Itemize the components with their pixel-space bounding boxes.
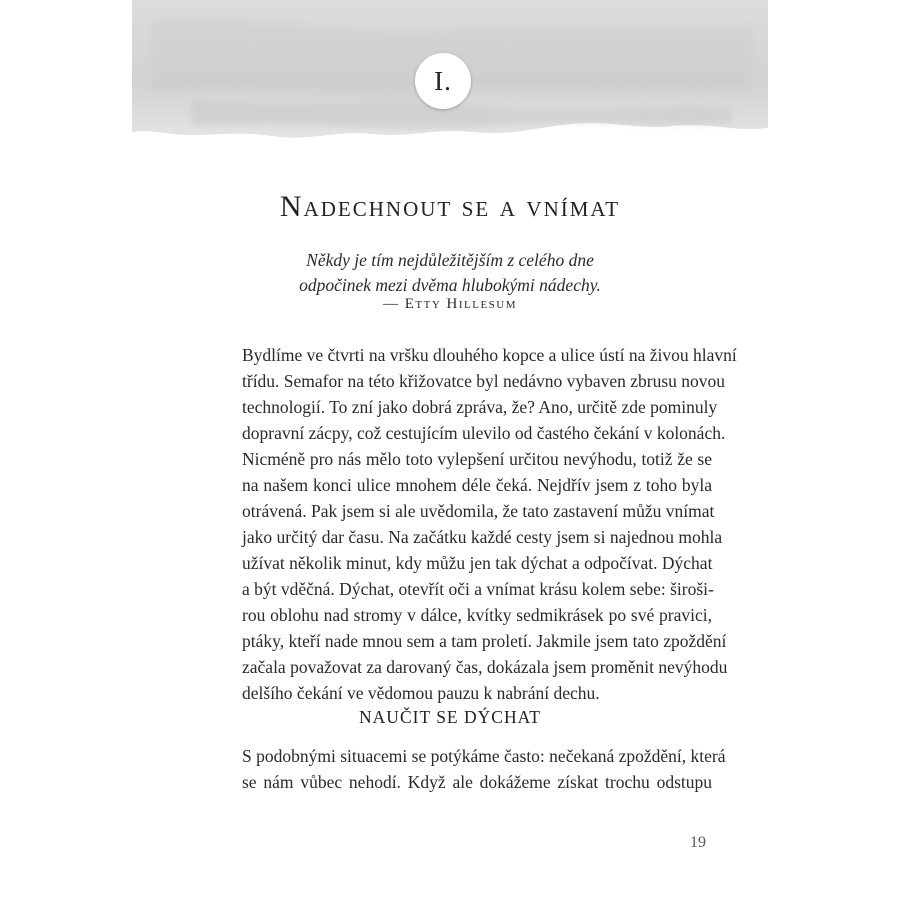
text-line: S podobnými situacemi se potýkáme často: nečekaná zpoždění, která <box>242 746 726 766</box>
page-number: 19 <box>690 834 706 851</box>
text-line: třídu. Semafor na této křižovatce byl nedávno vybaven zbrusu novou <box>242 371 726 391</box>
text-line: Bydlíme ve čtvrti na vršku dlouhého kopce a ulice ústí na živou hlavní <box>242 345 737 365</box>
text-line: Nicméně pro nás mělo toto vylepšení určitou nevýhodu, totiž že se <box>242 449 712 469</box>
text-line: technologií. To zní jako dobrá zpráva, že? Ano, určitě zde pominuly <box>242 397 718 417</box>
text-line: delšího čekání ve vědomou pauzu k nabrání dechu. <box>242 683 600 703</box>
text-line: otrávená. Pak jsem si ale uvědomila, že tato zastavení můžu vnímat <box>242 501 715 521</box>
body-paragraph-1 <box>242 342 737 706</box>
text-line: jako určitý dar času. Na začátku každé cesty jsem si najednou mohla <box>242 527 723 547</box>
text-line: dopravní zácpy, což cestujícím ulevilo od častého čekání v kolonách. <box>242 423 726 443</box>
section-subheading: NAUČIT SE DÝCHAT <box>359 707 541 727</box>
book-page <box>132 0 768 900</box>
text-line: užívat několik minut, kdy můžu jen tak dýchat a odpočívat. Dýchat <box>242 553 713 573</box>
epigraph-quote <box>132 248 768 298</box>
chapter-title: Nadechnout se a vnímat <box>279 190 621 223</box>
text-line: na našem konci ulice mnohem déle čeká. Nejdřív jsem z toho byla <box>242 475 712 495</box>
text-line: se nám vůbec nehodí. Když ale dokážeme získat trochu odstupu <box>242 772 712 792</box>
epigraph-line: Někdy je tím nejdůležitějším z celého dne <box>306 250 594 270</box>
epigraph-line: odpočinek mezi dvěma hlubokými nádechy. <box>299 275 601 295</box>
epigraph-author: — Etty Hillesum <box>382 296 518 312</box>
chapter-number-badge: I. <box>415 53 471 109</box>
text-line: rou oblohu nad stromy v dálce, kvítky sedmikrásek po své pravici, <box>242 605 712 625</box>
text-line: začala považovat za darovaný čas, dokázala jsem proměnit nevýhodu <box>242 657 728 677</box>
text-line: ptáky, kteří nade mnou sem a tam proletí. Jakmile jsem tato zpoždění <box>242 631 727 651</box>
body-paragraph-2 <box>242 743 726 795</box>
text-line: a být vděčná. Dýchat, otevřít oči a vnímat krásu kolem sebe: široši- <box>242 579 714 599</box>
